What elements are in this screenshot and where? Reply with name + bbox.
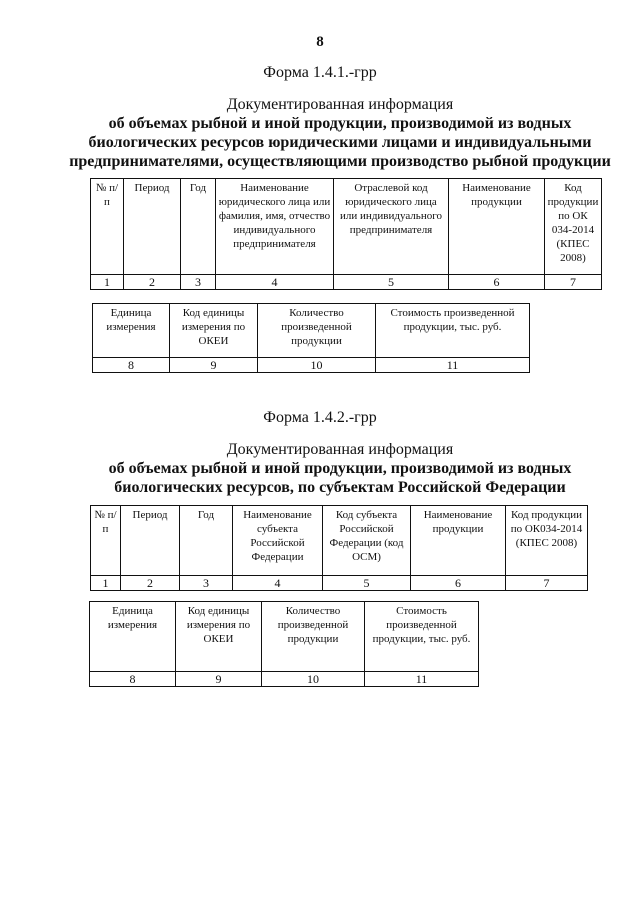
- table-header-cell: Наименование субъекта Российской Федерации: [233, 506, 323, 576]
- form2-table1-header-row: [91, 506, 588, 576]
- form1-table2-number-row: [93, 358, 530, 373]
- column-number-cell: 8: [93, 358, 170, 373]
- form1-table1-number-row: [91, 275, 602, 290]
- table-header-cell: Количество произведенной продукции: [262, 602, 365, 672]
- form1-heading-line-4: предпринимателями, осуществляющими производство рыбной продукции: [69, 153, 611, 170]
- form1-heading-line-1: Документированная информация: [226, 96, 454, 113]
- column-number-cell: 4: [216, 275, 334, 290]
- table-header-cell: Год: [181, 179, 216, 275]
- column-number-cell: 4: [233, 576, 323, 591]
- column-number-cell: 3: [181, 275, 216, 290]
- column-number-cell: 9: [176, 672, 262, 687]
- column-number-cell: 6: [449, 275, 545, 290]
- table-header-cell: Код субъекта Российской Федерации (код ОСМ): [323, 506, 411, 576]
- table-header-cell: Код продукции по ОК 034-2014 (КПЕС 2008): [545, 179, 602, 275]
- page-number: 8: [316, 34, 324, 50]
- form2-heading-line-3: биологических ресурсов, по субъектам Российской Федерации: [114, 479, 566, 496]
- form2-title: Форма 1.4.2.-грр: [263, 409, 377, 426]
- form2-table1-number-row: [91, 576, 588, 591]
- column-number-cell: 3: [180, 576, 233, 591]
- table-header-cell: Единица измерения: [90, 602, 176, 672]
- form1-heading-line-2: об объемах рыбной и иной продукции, производимой из водных: [108, 115, 572, 132]
- column-number-cell: 5: [323, 576, 411, 591]
- column-number-cell: 1: [91, 576, 121, 591]
- column-number-cell: 10: [262, 672, 365, 687]
- form1-table2: [92, 303, 530, 373]
- table-header-cell: Код продукции по ОК034-2014 (КПЕС 2008): [506, 506, 588, 576]
- table-header-cell: Период: [124, 179, 181, 275]
- form2-heading: [40, 440, 640, 497]
- column-number-cell: 10: [258, 358, 376, 373]
- form1-heading-line-3: биологических ресурсов юридическими лицами и индивидуальными: [88, 134, 592, 151]
- form1-title: Форма 1.4.1.-грр: [263, 64, 377, 81]
- column-number-cell: 7: [506, 576, 588, 591]
- table-header-cell: Стоимость произведенной продукции, тыс. руб.: [376, 304, 530, 358]
- form2-table2-number-row: [90, 672, 479, 687]
- column-number-cell: 11: [376, 358, 530, 373]
- column-number-cell: 7: [545, 275, 602, 290]
- table-header-cell: № п/п: [91, 506, 121, 576]
- table-header-cell: Год: [180, 506, 233, 576]
- form1-table2-header-row: [93, 304, 530, 358]
- form2-table1: [90, 505, 588, 591]
- column-number-cell: 1: [91, 275, 124, 290]
- table-header-cell: Код единицы измерения по ОКЕИ: [170, 304, 258, 358]
- table-header-cell: Период: [121, 506, 180, 576]
- form2-heading-line-2: об объемах рыбной и иной продукции, производимой из водных: [108, 460, 572, 477]
- column-number-cell: 5: [334, 275, 449, 290]
- table-header-cell: Наименование юридического лица или фамилия, имя, отчество индивидуального предпринимателя: [216, 179, 334, 275]
- form2-table2: [89, 601, 479, 687]
- table-header-cell: Единица измерения: [93, 304, 170, 358]
- form2-heading-line-1: Документированная информация: [226, 441, 454, 458]
- table-header-cell: Стоимость произведенной продукции, тыс. руб.: [365, 602, 479, 672]
- table-header-cell: Количество произведенной продукции: [258, 304, 376, 358]
- column-number-cell: 6: [411, 576, 506, 591]
- table-header-cell: Наименование продукции: [411, 506, 506, 576]
- form1-table1-header-row: [91, 179, 602, 275]
- table-header-cell: Код единицы измерения по ОКЕИ: [176, 602, 262, 672]
- form1-heading: [40, 95, 640, 171]
- column-number-cell: 11: [365, 672, 479, 687]
- form2-table2-header-row: [90, 602, 479, 672]
- column-number-cell: 8: [90, 672, 176, 687]
- table-header-cell: № п/п: [91, 179, 124, 275]
- column-number-cell: 2: [124, 275, 181, 290]
- column-number-cell: 2: [121, 576, 180, 591]
- column-number-cell: 9: [170, 358, 258, 373]
- table-header-cell: Отраслевой код юридического лица или индивидуального предпринимателя: [334, 179, 449, 275]
- form1-table1: [90, 178, 602, 290]
- table-header-cell: Наименование продукции: [449, 179, 545, 275]
